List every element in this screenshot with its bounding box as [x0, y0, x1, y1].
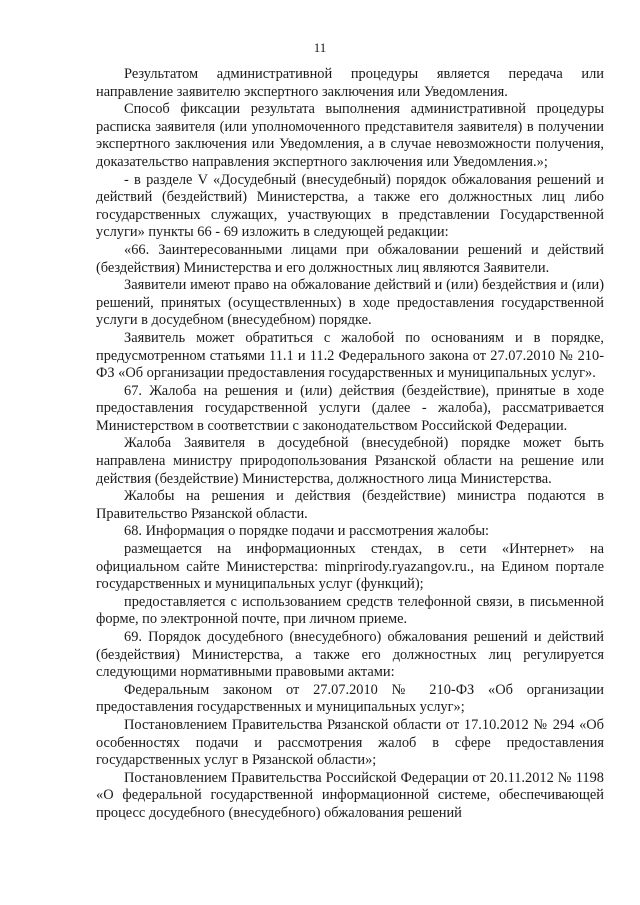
paragraph-info-provided: предоставляется с использованием средств телефонной связи, в письменной форме, по электронной почте, при личном приеме.: [96, 593, 604, 628]
paragraph-item-68: 68. Информация о порядке подачи и рассмотрения жалобы:: [124, 523, 490, 540]
paragraph-section-v: - в разделе V «Досудебный (внесудебный) порядок обжалования решений и действий (бездействий) Министерства, а также его должностных лиц либо государственных служащих, участвующих в представлении Государственной услуги» пункты 66 - 69 изложить в следующей редакции:: [96, 171, 604, 241]
document-body: [96, 66, 604, 823]
paragraph-applicants-right: Заявители имеют право на обжалование действий и (или) бездействия и (или) решений, принятых (осуществленных) в ходе предоставления государственной услуги в досудебном (внесудебном) порядке.: [96, 277, 604, 329]
paragraph-info-posted: размещается на информационных стендах, в сети «Интернет» на официальном сайте Министерства: minprirody.ryazangov.ru., на Едином портале государственных и муниципальных услуг (функций);: [96, 541, 604, 593]
paragraph-item-66: «66. Заинтересованными лицами при обжаловании решений и действий (бездействия) Министерства и его должностных лиц являются Заявители.: [96, 241, 604, 276]
paragraph-federal-law: Федеральным законом от 27.07.2010 № 210-ФЗ «Об организации предоставления государственных и муниципальных услуг»;: [96, 681, 604, 716]
page-number: 11: [313, 40, 327, 55]
paragraph-result: Результатом административной процедуры является передача или направление заявителю экспертного заключения или Уведомления.: [96, 66, 604, 100]
paragraph-regional-resolution: Постановлением Правительства Рязанской области от 17.10.2012 № 294 «Об особенностях подачи и рассмотрения жалоб в сфере предоставления государственных услуг в Рязанской области»;: [96, 716, 604, 769]
paragraph-item-67: 67. Жалоба на решения и (или) действия (бездействие), принятые в ходе предоставления государственной услуги (далее - жалоба), рассматривается Министерством в соответствии с законодательством Российской Федерации.: [96, 382, 604, 434]
paragraph-complaint-grounds: Заявитель может обратиться с жалобой по основаниям и в порядке, предусмотренном статьями 11.1 и 11.2 Федерального закона от 27.07.2010 № 210-ФЗ «Об организации предоставления государственных и муниципальных услуг».: [96, 329, 604, 382]
paragraph-fixation-method: Способ фиксации результата выполнения административной процедуры расписка заявителя (или уполномоченного представителя заявителя) в получении экспертного заключения или Уведомления, а в случае невозможности получения, доказательство направления экспертного заключения или Уведомления.»;: [96, 101, 604, 170]
paragraph-complaint-minister: Жалоба Заявителя в досудебной (внесудебной) порядке может быть направлена министру природопользования Рязанской области на решение или действия (бездействие) Министерства, должностного лица Министерства.: [96, 435, 604, 487]
paragraph-federal-resolution: Постановлением Правительства Российской Федерации от 20.11.2012 № 1198 «О федеральной государственной информационной системе, обеспечивающей процесс досудебного (внесудебного) обжалования решений: [96, 769, 604, 821]
paragraph-item-69: 69. Порядок досудебного (внесудебного) обжалования решений и действий (бездействия) Министерства, а также его должностных лиц регулируется следующими нормативными правовыми актами:: [96, 629, 604, 681]
paragraph-complaint-government: Жалобы на решения и действия (бездействие) министра подаются в Правительство Рязанской области.: [96, 488, 604, 522]
